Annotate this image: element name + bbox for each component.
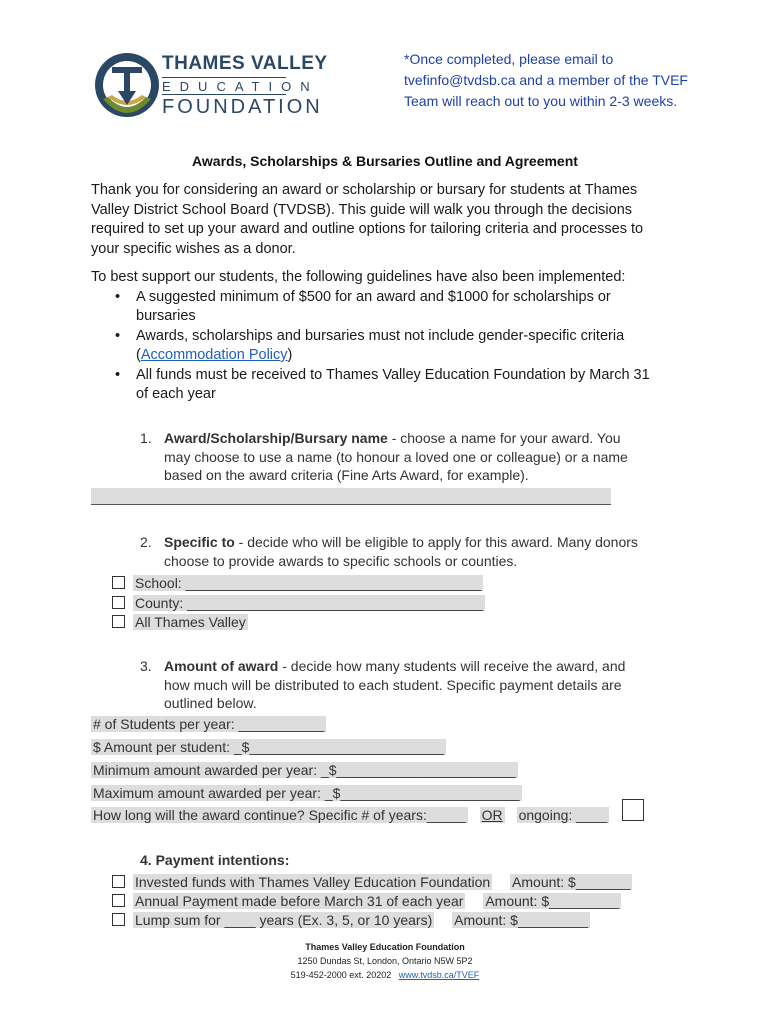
annual-payment-checkbox[interactable] xyxy=(112,894,125,907)
list-item: • A suggested minimum of $500 for an award and $1000 for scholarships or bursaries xyxy=(115,288,611,324)
footer-website-link[interactable]: www.tvdsb.ca/TVEF xyxy=(398,970,480,980)
minimum-amount-row xyxy=(91,761,518,779)
all-thames-valley-checkbox[interactable] xyxy=(112,615,125,628)
bullet-icon: • xyxy=(115,366,121,383)
school-field[interactable]: School: ______________________________________ xyxy=(135,575,482,591)
invested-funds-label: Invested funds with Thames Valley Education Foundation xyxy=(135,874,491,890)
section-award-name: 1. Award/Scholarship/Bursary name - choose a name for your award. You may choose to use a name (to honour a loved one or colleague) or a name based on the award criteria (Fine Arts Award, for example). xyxy=(140,430,628,483)
section-number: 4. xyxy=(140,852,152,868)
logo-divider xyxy=(162,94,286,95)
annual-payment-amount-field[interactable]: Amount: $_________ xyxy=(485,893,620,909)
students-per-year-row xyxy=(91,715,326,733)
amount-per-student-field[interactable]: $ Amount per student: _$_________________________ xyxy=(93,739,445,755)
lump-sum-label[interactable]: Lump sum for ____ years (Ex. 3, 5, or 10 years) xyxy=(135,912,433,928)
note-line: tvefinfo@tvdsb.ca and a member of the TVEF xyxy=(404,72,688,88)
intro-line: your specific wishes as a donor. xyxy=(91,240,296,257)
lump-sum-option xyxy=(112,911,590,929)
tvef-logo xyxy=(94,47,328,123)
section-number: 3. xyxy=(140,658,152,674)
ongoing-field[interactable]: ongoing: ____ xyxy=(518,807,608,823)
invested-funds-checkbox[interactable] xyxy=(112,875,125,888)
footer-address: 1250 Dundas St, London, Ontario N5W 5P2 xyxy=(297,956,473,966)
school-option xyxy=(112,574,483,592)
logo-line-2: EDUCATION xyxy=(162,79,319,94)
school-checkbox[interactable] xyxy=(112,576,125,589)
annual-payment-label: Annual Payment made before March 31 of each year xyxy=(135,893,464,909)
section-heading: Amount of award xyxy=(164,658,279,674)
footer-org: Thames Valley Education Foundation xyxy=(305,942,465,952)
or-label: OR xyxy=(481,807,503,823)
section-heading: Award/Scholarship/Bursary name xyxy=(164,430,388,446)
invested-funds-option xyxy=(112,873,632,891)
specific-years-field[interactable]: How long will the award continue? Specific # of years:_____ xyxy=(93,807,466,823)
document-title: Awards, Scholarships & Bursaries Outline and Agreement xyxy=(192,153,578,169)
guidelines-lead: To best support our students, the following guidelines have also been implemented: xyxy=(91,269,626,285)
logo-divider xyxy=(162,77,286,78)
all-thames-valley-option xyxy=(112,613,248,631)
ongoing-checkbox[interactable] xyxy=(622,799,644,821)
section-specific-to: 2. Specific to - decide who will be eligible to apply for this award. Many donors choose to provide awards to specific schools or counties. xyxy=(140,534,638,569)
lump-sum-amount-field[interactable]: Amount: $_________ xyxy=(454,912,589,928)
annual-payment-option xyxy=(112,892,621,910)
note-line: Team will reach out to you within 2-3 weeks. xyxy=(404,93,678,109)
guidelines xyxy=(91,268,691,405)
intro-line: Thank you for considering an award or scholarship or bursary for students at Thames xyxy=(91,182,638,198)
guidelines-list xyxy=(91,288,691,405)
lump-sum-checkbox[interactable] xyxy=(112,913,125,926)
section-number: 2. xyxy=(140,534,152,550)
intro-paragraph xyxy=(91,181,691,259)
minimum-amount-field[interactable]: Minimum amount awarded per year: _$_______________________ xyxy=(93,762,516,778)
duration-row xyxy=(91,806,609,824)
amount-per-student-row xyxy=(91,738,446,756)
award-name-field[interactable] xyxy=(91,488,611,505)
tvef-emblem-icon xyxy=(94,47,160,123)
page-footer xyxy=(0,940,770,982)
note-line: *Once completed, please email to xyxy=(404,51,614,67)
section-number: 1. xyxy=(140,430,152,446)
section-heading: Specific to xyxy=(164,534,235,550)
maximum-amount-field[interactable]: Maximum amount awarded per year: _$_______________________ xyxy=(93,785,520,801)
invested-funds-amount-field[interactable]: Amount: $_______ xyxy=(512,874,631,890)
maximum-amount-row xyxy=(91,784,522,802)
list-item: • Awards, scholarships and bursaries must not include gender-specific criteria (Accommodation Policy) xyxy=(115,327,625,363)
logo-line-3: FOUNDATION xyxy=(162,96,323,118)
email-instructions xyxy=(404,49,744,112)
county-checkbox[interactable] xyxy=(112,596,125,609)
bullet-icon: • xyxy=(115,327,121,344)
all-thames-valley-label: All Thames Valley xyxy=(135,614,246,630)
section-payment-intentions xyxy=(140,851,700,870)
bullet-icon: • xyxy=(115,288,121,305)
footer-phone: 519-452-2000 ext. 20202 xyxy=(290,970,392,980)
section-amount-of-award: 3. Amount of award - decide how many students will receive the award, and how much will be distributed to each student. Specific payment details are outlined below. xyxy=(140,658,626,711)
logo-line-1: THAMES VALLEY xyxy=(162,53,328,74)
section-heading: Payment intentions: xyxy=(155,852,290,868)
intro-line: Valley District School Board (TVDSB). This guide will walk you through the decisions xyxy=(91,201,633,218)
county-option xyxy=(112,594,485,612)
list-item: • All funds must be received to Thames Valley Education Foundation by March 31 of each year xyxy=(115,366,650,402)
intro-line: required to set up your award and outline options for tailoring criteria and processes to xyxy=(91,221,644,237)
accommodation-policy-link[interactable]: Accommodation Policy xyxy=(140,347,288,363)
county-field[interactable]: County: ______________________________________ xyxy=(135,595,484,611)
students-per-year-field[interactable]: # of Students per year: ___________ xyxy=(93,716,325,732)
